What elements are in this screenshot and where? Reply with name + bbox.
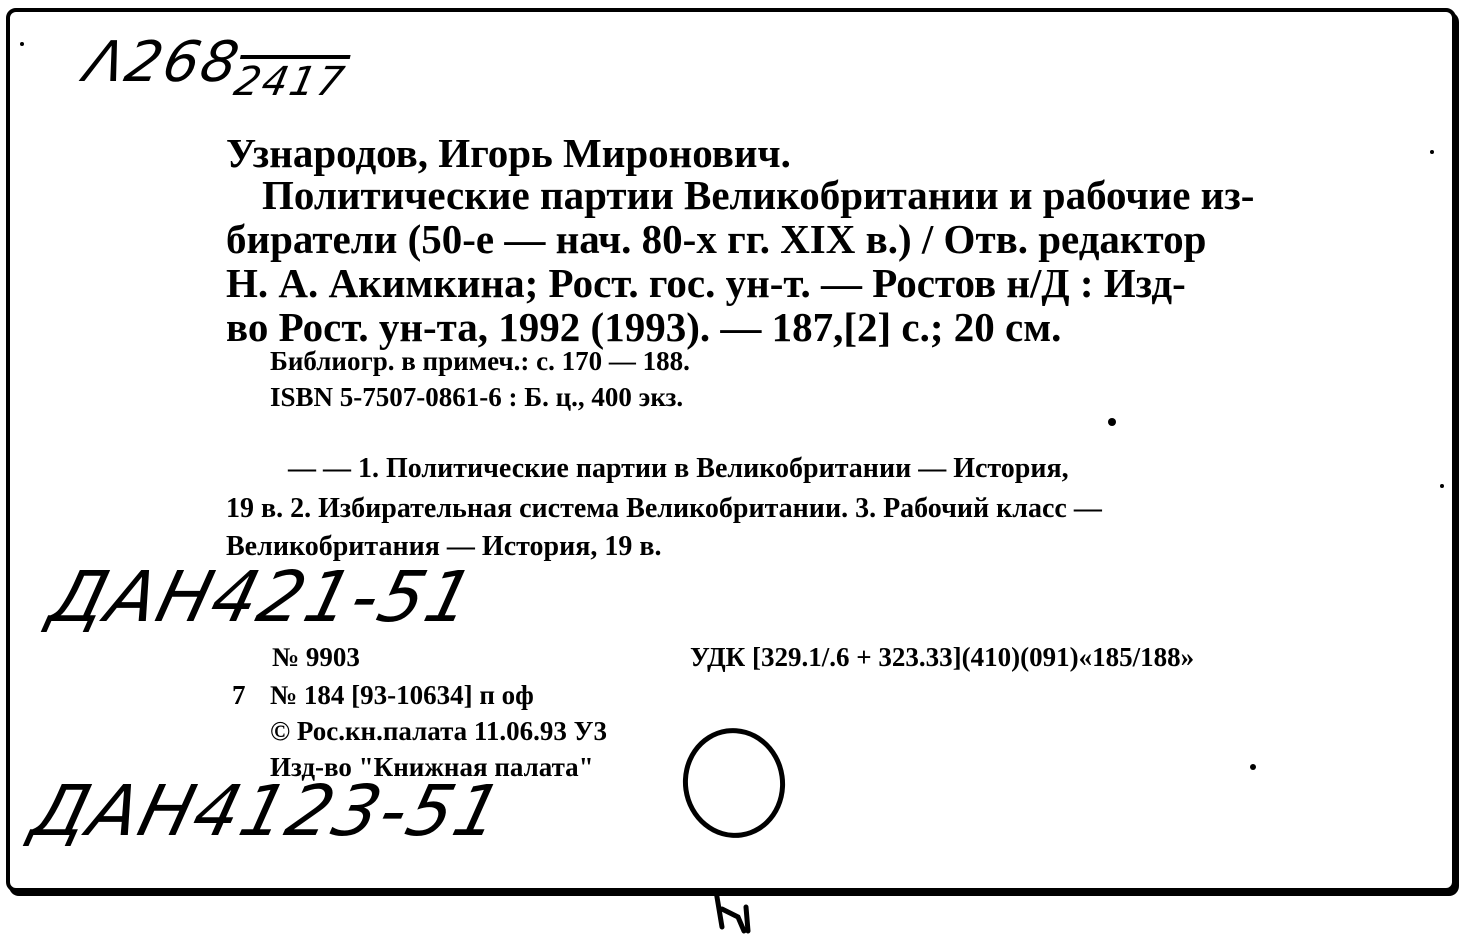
author-heading: Узнародов, Игорь Миронович. (226, 130, 791, 176)
handwritten-shelf-mark-2: ДАН4123-51 (23, 770, 512, 852)
handwritten-shelf-mark-1: ДАН421-51 (41, 556, 484, 638)
bibliography-note: Библиогр. в примеч.: с. 170 — 188. (270, 346, 690, 376)
udc-code: УДК [329.1/.6 + 323.33](410)(091)«185/188» (690, 642, 1195, 672)
copyright-line: © Рос.кн.палата 11.06.93 У3 (270, 716, 607, 746)
card-edge-mark (708, 887, 768, 935)
subjects-line-3: Великобритания — История, 19 в. (226, 531, 662, 562)
scan-speck (20, 42, 24, 46)
scan-speck (1250, 764, 1256, 770)
isbn-note: ISBN 5-7507-0861-6 : Б. ц., 400 экз. (270, 382, 684, 412)
record-prefix: 7 (232, 680, 246, 710)
description-line-3: Н. А. Акимкина; Рост. гос. ун-т. — Ростов н/Д : Изд- (226, 260, 1186, 306)
handwritten-call-number (79, 30, 356, 105)
scan-speck (1430, 150, 1434, 154)
description-line-4: во Рост. ун-та, 1992 (1993). — 187,[2] с.; 20 см. (226, 304, 1062, 350)
description-line-2: биратели (50-е — нач. 80-х гг. XIX в.) / Отв. редактор (226, 216, 1207, 262)
scan-speck (1440, 484, 1444, 488)
call-number-main: Λ268 (79, 30, 247, 95)
subjects-line-1: — — 1. Политические партии в Великобритании — История, (288, 453, 1069, 484)
record-number: № 184 [93-10634] п оф (270, 680, 534, 710)
card-number: № 9903 (272, 642, 360, 672)
call-number-sup: 2417 (230, 59, 350, 105)
subjects-line-2: 19 в. 2. Избирательная система Великобритании. 3. Рабочий класс — (226, 493, 1102, 524)
scan-speck (1108, 418, 1116, 426)
publisher-line: Изд-во "Книжная палата" (270, 752, 594, 782)
description-line-1: Политические партии Великобритании и рабочие из- (262, 172, 1255, 218)
